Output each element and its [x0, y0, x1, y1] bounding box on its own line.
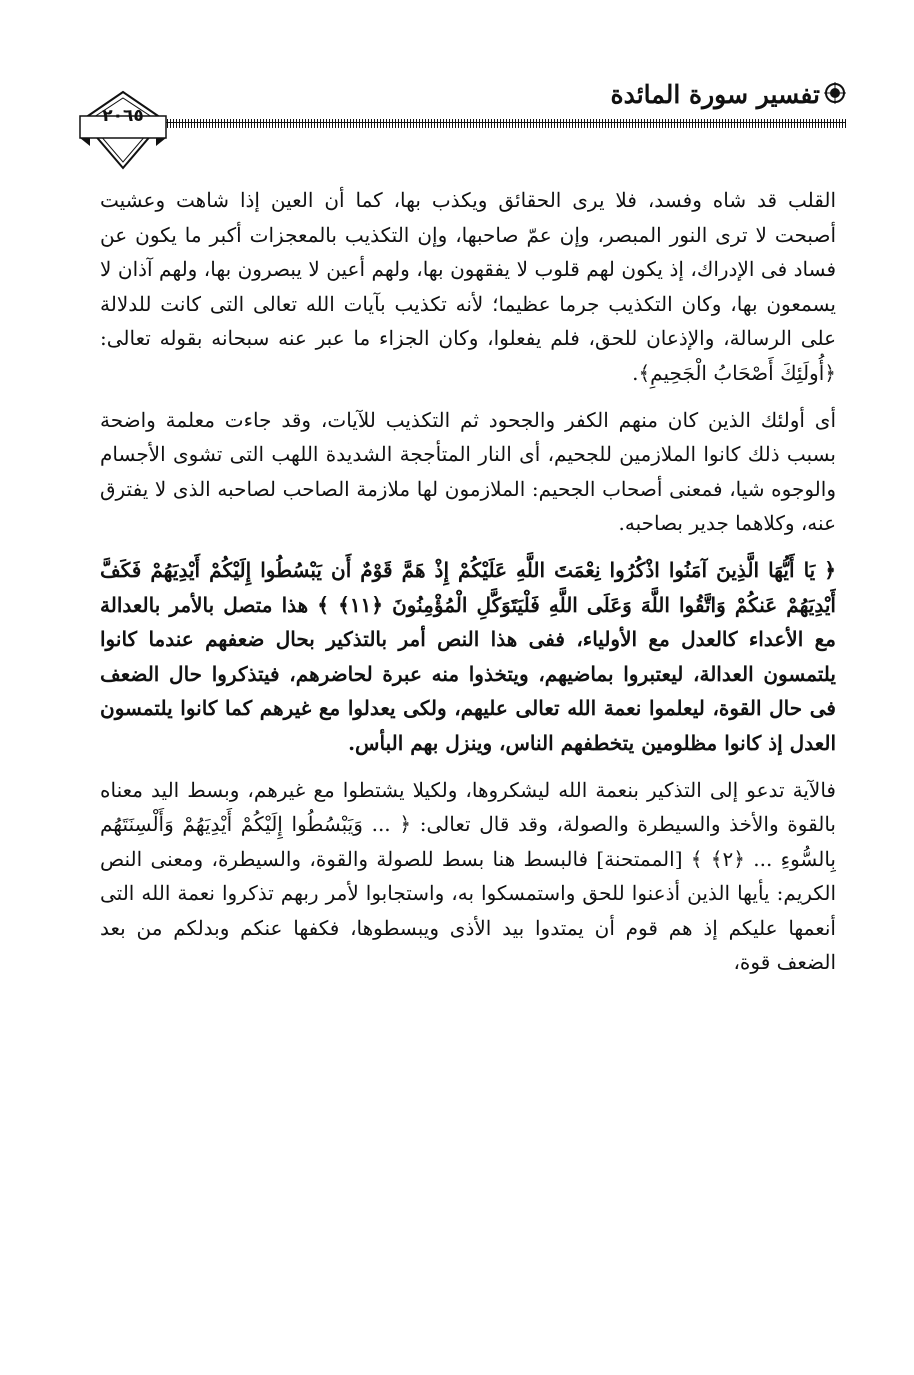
paragraph-verse: ﴿ يَا أَيُّهَا الَّذِينَ آمَنُوا اذْكُرُوا نِعْمَتَ اللَّهِ عَلَيْكُمْ إِذْ هَمَّ قَوْمٌ أَن يَبْسُطُوا إِلَيْكُمْ أَيْدِيَهُمْ فَكَفَّ أَيْدِيَهُمْ عَنكُمْ وَاتَّقُوا اللَّهَ وَعَلَى اللَّهِ فَلْيَتَوَكَّلِ الْمُؤْمِنُونَ ﴿١١﴾ ﴾ هذا متصل بالأمر بالعدالة مع الأعداء كالعدل مع الأولياء، ففى هذا النص أمر بالتذكير بحال ضعفهم عندما كانوا يلتمسون العدالة، ليعتبروا بماضيهم، ويتخذوا منه عبرة لحاضرهم، فيتذكروا حال الضعف فى حال القوة، ليعلموا نعمة الله تعالى عليهم، ولكى يعدلوا مع غيرهم كما كانوا يلتمسون العدل إذ كانوا مظلومين يتخطفهم الناس، وينزل بهم البأس.: [100, 557, 836, 755]
paragraph: أى أولئك الذين كان منهم الكفر والجحود ثم التكذيب للآيات، وقد جاءت معلمة واضحة بسبب ذلك كانوا الملازمين للجحيم، أى النار المتأججة الشديدة اللهب التى تشوى الأجسام والوجوه شيا، فمعنى أصحاب الجحيم: الملازمون لها ملازمة الصاحب لصاحبه الذى لا يفترق عنه، وكلاهما جدير بصاحبه.: [100, 407, 836, 536]
page-number: ٢٠٦٥: [102, 106, 144, 126]
ornament-icon: [824, 82, 846, 104]
page-header: [78, 68, 846, 178]
paragraph: القلب قد شاه وفسد، فلا يرى الحقائق ويكذب بها، كما أن العين إذا شاهت وعشيت أصبحت لا ترى النور المبصر، وإن عمّ صاحبها، وإن التكذيب بالمعجزات أكبر ما يكون عن فساد فى الإدراك، إذ يكون لهم قلوب لا يفقهون بها، ولهم أعين لا يبصرون بها، ولهم آذان لا يسمعون بها، وكان التكذيب جرما عظيما؛ لأنه تكذيب بآيات الله تعالى التى كانت للدلالة على الرسالة، والإذعان للحق، فلم يفعلوا، وكان الجزاء ما عبر عنه سبحانه بقوله تعالى: ﴿أُولَئِكَ أَصْحَابُ الْجَحِيمِ﴾.: [100, 188, 836, 385]
header-rule: [164, 119, 846, 128]
paragraph: فالآية تدعو إلى التذكير بنعمة الله ليشكروها، ولكيلا يشتطوا مع غيرهم، وبسط اليد معناه بالقوة والأخذ والسيطرة والصولة، وقد قال تعالى: ﴿ ... وَيَبْسُطُوا إِلَيْكُمْ أَيْدِيَهُمْ وَأَلْسِنَتَهُم بِالسُّوءِ ... ﴿٢﴾ ﴾ [الممتحنة] فالبسط هنا بسط للصولة والقوة، والسيطرة، ومعنى النص الكريم: يأيها الذين أذعنوا للحق واستمسكوا به، واستجابوا لأمر ربهم تذكروا نعمة الله التى أنعمها عليكم إذ هم قوم أن يمتدوا بيد الأذى ويبسطوها، فكفها عنكم وبدلكم من بعد الضعف قوة،: [100, 777, 836, 975]
page-body: [100, 183, 836, 1333]
page-number-badge: [78, 90, 168, 170]
chapter-title: تفسير سورة المائدة: [610, 80, 820, 109]
